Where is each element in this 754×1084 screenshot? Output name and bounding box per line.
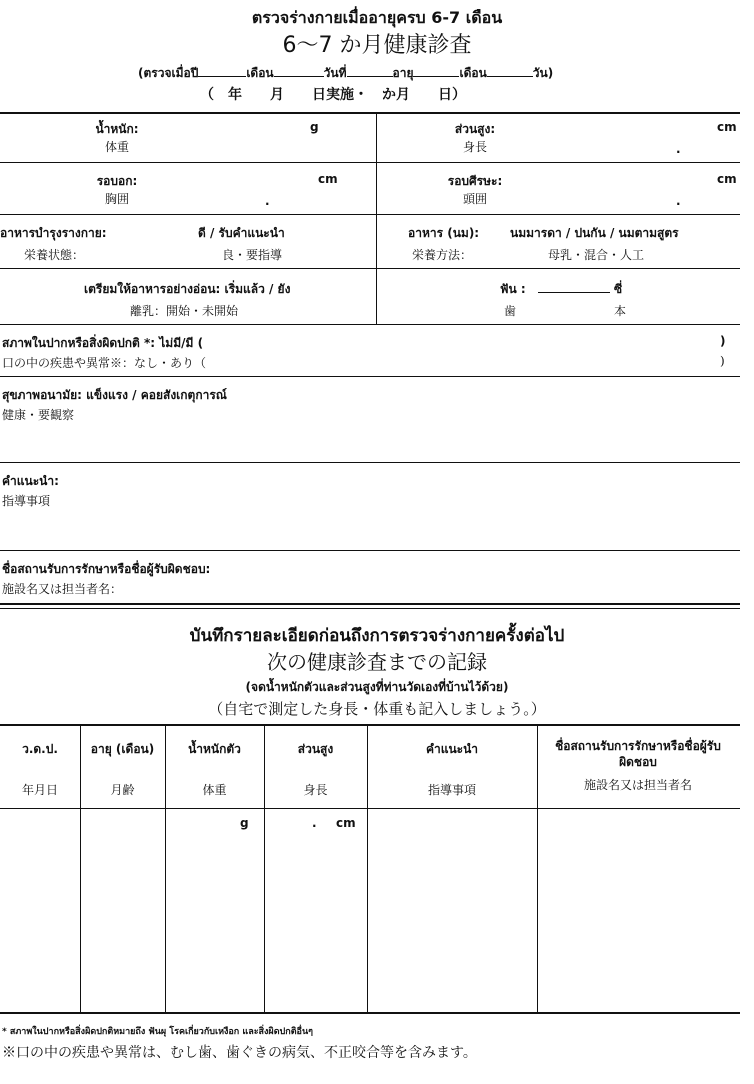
date-line-japanese: （ 年 月 日実施・ か月 日） [200, 87, 466, 103]
date-line-thai [138, 64, 553, 83]
head-decimal-dot: . [676, 194, 681, 208]
section-rule-1 [0, 603, 740, 605]
weight-label-japanese: 体重 [104, 140, 129, 154]
oral-close-paren: ) [720, 334, 726, 348]
divider-4 [0, 324, 740, 325]
weaning-label-japanese[interactable]: 離乳：開始・未開始 [130, 304, 239, 318]
date-year-label: (ตรวจเมื่อปี [138, 66, 199, 80]
teeth-unit-thai: ซี่ [614, 282, 623, 296]
col-header-height [264, 740, 367, 798]
height-input[interactable] [540, 122, 710, 152]
section-rule-2 [0, 608, 740, 609]
title-thai: ตรวจร่างกายเมื่ออายุครบ 6-7 เดือน [251, 8, 503, 27]
weight-input[interactable] [180, 122, 300, 152]
chest-input[interactable] [180, 174, 310, 204]
col-date-japanese: 年月日 [21, 783, 58, 797]
health-label-thai[interactable]: สุขภาพอนามัย: แข็งแรง / คอยสังเกตุการณ์ [2, 388, 227, 402]
age-month-label: เดือน [459, 66, 487, 80]
feeding-label-thai: อาหาร (นม): [408, 226, 480, 240]
record-age-cell[interactable] [82, 812, 163, 1008]
health-label-japanese[interactable]: 健康・要観察 [2, 408, 75, 422]
height-label-japanese: 身長 [462, 140, 487, 154]
record-table-top [0, 724, 740, 726]
nutrition-label-japanese: 栄養状態： [24, 248, 85, 262]
teeth-label-thai: ฟัน : [500, 282, 526, 296]
record-title-japanese: 次の健康診査までの記録 [267, 650, 487, 674]
age-blank[interactable] [413, 64, 459, 77]
record-title-thai: บันทึกรายละเอียดก่อนถึงการตรวจร่างกายครั้งต่อไป [189, 626, 565, 646]
feeding-options-japanese[interactable]: 母乳・混合・人工 [548, 248, 645, 262]
chest-label-japanese: 胸囲 [104, 192, 129, 206]
age-day-label: วัน) [532, 66, 554, 80]
weight-unit: g [310, 120, 319, 134]
record-height-cell[interactable] [266, 836, 365, 1008]
record-height-dot: . [312, 816, 317, 830]
teeth-unit-japanese: 本 [614, 304, 627, 318]
col-age-japanese: 月齢 [110, 783, 135, 797]
col-height-japanese: 身長 [303, 783, 328, 797]
col-header-date [0, 740, 80, 798]
col-header-facility [552, 738, 724, 793]
divider-7 [0, 550, 740, 551]
record-header-bottom [0, 808, 740, 809]
record-subtitle-thai: (จดน้ำหนักตัวและส่วนสูงที่ท่านวัดเองที่บ้านไว้ด้วย) [245, 680, 509, 694]
col-header-weight [165, 740, 264, 798]
date-month-label: เดือน [246, 66, 274, 80]
record-subtitle-japanese: （自宅で測定した身長・体重も記入しましょう。） [208, 700, 546, 718]
height-decimal-dot: . [676, 142, 681, 156]
col-advice-japanese: 指導事項 [427, 783, 476, 797]
footnote-thai: * สภาพในปากหรือสิ่งผิดปกติหมายถึง ฟันผุ โรคเกี่ยวกับเหงือก และสิ่งผิดปกติอื่นๆ [2, 1027, 313, 1037]
divider-5 [0, 376, 740, 377]
advice-label-thai: คำแนะนำ: [2, 474, 59, 488]
head-label-japanese: 頭囲 [462, 192, 487, 206]
weaning-label-thai[interactable]: เตรียมให้อาหารอย่างอ่อน: เริ่มแล้ว / ยัง [84, 282, 291, 296]
date-day-label: วันที่ [323, 66, 347, 80]
record-date-cell[interactable] [2, 812, 78, 1008]
teeth-label-japanese: 歯 [504, 304, 517, 318]
facility-input[interactable] [150, 578, 730, 596]
head-unit: cm [717, 172, 737, 186]
divider-3 [0, 268, 740, 269]
record-advice-cell[interactable] [369, 812, 535, 1008]
head-label-thai: รอบศีรษะ: [447, 174, 503, 188]
month-blank[interactable] [274, 64, 324, 77]
divider-6 [0, 462, 740, 463]
col-date-thai: ว.ด.ป. [22, 742, 58, 756]
col-height-thai: ส่วนสูง [297, 742, 334, 756]
facility-label-thai: ชื่อสถานรับการรักษาหรือชื่อผู้รับผิดชอบ: [2, 562, 211, 576]
col-age-thai: อายุ (เดือน) [90, 742, 155, 756]
head-input[interactable] [540, 174, 710, 204]
divider-1 [0, 162, 740, 163]
age-month-blank[interactable] [487, 64, 533, 77]
year-blank[interactable] [198, 64, 246, 77]
title-japanese: 6～7 か月健康診査 [282, 33, 472, 58]
oral-label-japanese[interactable]: 口の中の疾患や異常※：なし・あり（ [2, 356, 207, 370]
nutrition-options-thai[interactable]: ดี / รับคำแนะนำ [198, 226, 285, 240]
chest-unit: cm [318, 172, 338, 186]
chest-decimal-dot: . [265, 194, 270, 208]
record-weight-unit: g [240, 816, 249, 830]
col-header-advice [367, 740, 537, 798]
oral-label-thai[interactable]: สภาพในปากหรือสิ่งผิดปกติ *: ไม่มี/มี ( [2, 336, 204, 350]
chest-label-thai: รอบอก: [96, 174, 138, 188]
center-divider [376, 113, 377, 325]
oral-close-paren-japanese: ) [720, 354, 725, 368]
height-label-thai: ส่วนสูง: [454, 122, 496, 136]
col-facility-thai: ชื่อสถานรับการรักษาหรือชื่อผู้รับผิดชอบ [555, 739, 721, 769]
nutrition-options-japanese[interactable]: 良・要指導 [222, 248, 283, 262]
top-rule [0, 112, 740, 114]
record-weight-cell[interactable] [167, 812, 237, 1008]
advice-input[interactable] [2, 510, 732, 546]
col-advice-thai: คำแนะนำ [425, 742, 479, 756]
feeding-label-japanese: 栄養方法： [412, 248, 473, 262]
facility-label-japanese: 施設名又は担当者名： [2, 582, 123, 596]
record-table-bottom [0, 1012, 740, 1014]
weight-label [62, 120, 172, 152]
nutrition-label-thai: อาหารบำรุงรางกาย: [0, 226, 107, 240]
col-header-age [80, 740, 165, 798]
record-facility-cell[interactable] [539, 812, 737, 1008]
weight-label-thai: น้ำหนัก: [95, 122, 139, 136]
feeding-options-thai[interactable]: นมมารดา / ปนกัน / นมตามสูตร [510, 226, 679, 240]
record-height-unit: cm [336, 816, 356, 830]
record-col-div-5 [537, 725, 538, 1013]
height-label [420, 120, 530, 152]
height-unit: cm [717, 120, 737, 134]
advice-label-japanese: 指導事項 [2, 494, 51, 508]
col-weight-thai: น้ำหนักตัว [188, 742, 241, 756]
chest-label [62, 172, 172, 204]
footnote-japanese: ※口の中の疾患や異常は、むし歯、歯ぐきの病気、不正咬合等を含みます。 [2, 1045, 477, 1061]
teeth-count-blank[interactable] [538, 292, 610, 293]
col-weight-japanese: 体重 [202, 783, 227, 797]
col-facility-japanese: 施設名又は担当者名 [583, 778, 692, 792]
divider-2 [0, 214, 740, 215]
head-label [420, 172, 530, 204]
age-label: อายุ [392, 66, 414, 80]
day-blank[interactable] [347, 64, 393, 77]
